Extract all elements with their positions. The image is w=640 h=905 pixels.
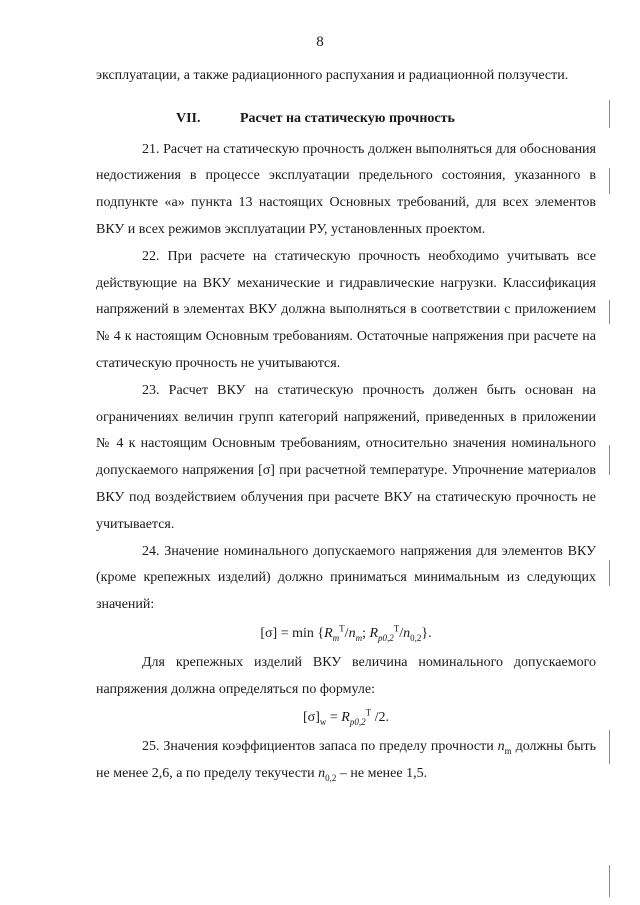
scan-margin-line bbox=[609, 300, 610, 324]
paragraph-24: 24. Значение номинального допускаемого напряжения для элементов ВКУ (кроме крепежных изделий) должно приниматься минимальным из следующих значений: bbox=[96, 543, 596, 613]
paragraph-23: 23. Расчет ВКУ на статическую прочность должен быть основан на ограничениях величин групп категорий напряжений, приведенных в приложении № 4 к настоящим Основным требованиям, относительно значения номинального допускаемого напряжения [σ] при расчетной температуре. Упрочнение материалов ВКУ под воздействием облучения при расчете ВКУ на статическую прочность не учитывается. bbox=[96, 382, 596, 532]
document-body bbox=[96, 63, 596, 788]
scan-margin-line bbox=[609, 445, 610, 475]
scan-margin-line bbox=[609, 560, 610, 586]
paragraph-21: 21. Расчет на статическую прочность должен выполняться для обоснования недостижения в процессе эксплуатации предельного состояния, указанного в подпункте «а» пункта 13 настоящих Основных требований, для всех элементов ВКУ и всех режимов эксплуатации РУ, установленных проектом. bbox=[96, 141, 596, 237]
section-title: Расчет на статическую прочность bbox=[240, 110, 455, 126]
scan-margin-line bbox=[609, 100, 610, 128]
section-number: VII. bbox=[176, 110, 201, 126]
section-heading bbox=[96, 106, 596, 133]
scan-margin-line bbox=[609, 168, 610, 194]
page-number: 8 bbox=[316, 34, 324, 50]
formula-fastener-stress: $[\sigma]_w = R_{p0,2}^T$ /2. bbox=[303, 707, 389, 728]
paragraph-25: 25. Значения коэффициентов запаса по пределу прочности $n_m$ должны быть не менее 2,6, а по пределу текучести $n_{0,2}$ – не менее 1,5. bbox=[96, 739, 596, 783]
paragraph-fasteners: Для крепежных изделий ВКУ величина номинального допускаемого напряжения должна определяться по формуле: bbox=[96, 654, 596, 697]
scan-margin-line bbox=[609, 865, 610, 897]
formula-nominal-stress: $[\sigma] = \min \{R_m^T/n_m$; $R_{p0,2}^T/n_{0,2}$}. bbox=[260, 623, 432, 643]
paragraph-22: 22. При расчете на статическую прочность необходимо учитывать все действующие на ВКУ механические и гидравлические нагрузки. Классификация напряжений в элементах ВКУ должна выполняться в соответствии с приложением № 4 к настоящим Основным требованиям. Остаточные напряжения при расчете на статическую прочность не учитываются. bbox=[96, 248, 596, 371]
intro-text: эксплуатации, а также радиационного распухания и радиационной ползучести. bbox=[96, 68, 569, 83]
scan-margin-line bbox=[609, 730, 610, 764]
